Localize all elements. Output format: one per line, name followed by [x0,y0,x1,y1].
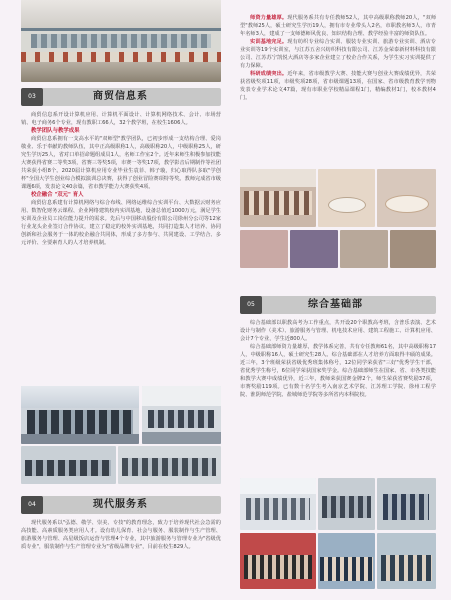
section-header-03 [21,88,221,106]
hotel-service-photo [377,169,436,227]
subheading: 教学团队与教学成果 [31,128,80,134]
lab-room-photo [142,386,221,444]
section-number: 05 [247,301,255,308]
faculty-paragraph: 师资力量雄厚。现代服务系共有专任教师52人，其中高级职称教师20人，"双师型"教师25人，硕士研究生学历19人，拥有市专业带头人2名，市职教名师3人，市青年名师3人，建成了一支师德师风优良、知识结构合理、教学经验丰富的师资队伍。 [240,15,436,37]
students-photo [377,533,436,589]
section-header-05 [240,296,436,314]
exhibition-photo [240,478,316,530]
fashion-show-photo [390,230,436,268]
uniform-photo [340,230,388,268]
foundation-intro-paragraph: 综合基础部以职教高考为工作重点，共开设20个职教高考班，含普乐表演、艺术设计与制作（美术）、旅游服务与管理、机电技术应用、建筑工程施工、计算机应用、会计7个专业，学生近800人。 [240,320,436,342]
classroom-photo [118,446,221,484]
workshop-photo [21,0,221,82]
modern-service-paragraph: 现代服务系以"弘德、敬学、崇美、专技"的教育理念，致力于培养现代社会急需的高技能、高素质服务类应用人才。设有幼儿保育、社会与服务、服装制作与生产管理、旅游服务与管理、高星级饭店运营与管理4个专业，其中旅游服务与管理专业为"省级优质专业"，服装制作与生产管理专业为"省级品牌专业"，目前在校生829人。 [21,520,221,550]
foundation-faculty-paragraph: 综合基础部师资力量雄厚，教学体系完善，共有专任教师61名，其中高级职称17人，中级职称16人，硕士研究生28人。综合基础部在人才培养方面取得丰硕的成果。近三年，3个班级荣获省级优秀班集体称号，12位同学荣获省"三好"优秀学生干部，省优秀学生称号，6位同学荣获国家奖学金。综合基础部师生在国家、省、市各类技能和教学大赛中成绩优异，近三年，教师荣获国赛金牌2个，师生荣获省赛奖励37项，市赛奖励119项。已有数十名学生考入南京艺术学院、江苏理工学院、徐州工程学院、淮阴师范学院、盐城师范学院等多所省内本科院校。 [240,344,436,398]
section-title: 综合基础部 [308,299,363,310]
sewing-class-photo [240,169,316,227]
section-number: 04 [28,501,36,508]
cooperation-paragraph: 商贸信息系建有计算机网络与综合布线、网络运维综合实训平台、大数据云财务应用、数智化财务云课程、企业网络建筑校内实训基地，设备总值近1000万元，满足学生实训及企业员工岗位能力提升的需求。先后与中国移动股份有限公司徐州分公司等12家行业龙头企业签订合作协议，建立了稳定的校外实训基地，共同打造集人才培养、协同创新和社会服务于一体的校企融合共同体，形成了多方参与、共同建设、工学结合、多元评价、全要素育人的人才培养机制。 [21,200,221,246]
section-header-04 [21,496,221,514]
research-paragraph: 科研成绩突出。近年来，省市级教学大赛、技能大赛与创业大赛成绩优异，共荣获省级奖项11项，市级奖项28项，省市级课题13项，在国家、省市级教育教学刊物发表专业学术论文47篇，现有市职业学校精品课程1门，精编教材1门，校本教材4门。 [240,71,436,101]
training-base-paragraph: 实训基地完足。现有纺织专业综合实训、服装专业实训、旅游专业实训、酒店专业实训等19个实训室，与江苏五舍兴纺织科技有限公司、江苏金荣泰新材料科技有限公司、江苏苏宁凯悦大酒店等多家企业建立了校企合作关系，为学生实习实训提供了有力保障。 [240,39,436,69]
award-ceremony-photo [240,533,316,589]
team-paragraph: 商贸信息系拥有一支高水平的"双师型"教学团队，已初步形成一支结构合理、爱岗敬业、乐于奉献的教师队伍，其中正高级职称1人，高级职称20人，中级职称25人，研究生学历25人，省对口单招命题组成员1人，名师工作室2个。近年来师生积极参加技能大赛获得省赛二等奖3项，省赛三等奖5项，市赛一等奖17项，教学影音后期制作等社团共荣获小组8个。2020届计算机应用专业毕业生袁菲、韩子璇，归心取得队多取"学创杯"全国大学生创业综合模拟演训总决赛，获得了创业冒险赛项特等奖。教师完成省市级课题6项，发表论文40余篇，省市教学能力大赛获奖4项。 [21,136,221,190]
section-number: 03 [28,93,36,100]
banquet-hall-photo [318,169,375,227]
performance-photo [290,230,338,268]
group-photo [318,533,375,589]
mechanics-lab-photo [377,478,436,530]
section-title: 现代服务系 [93,499,148,510]
section-title: 商贸信息系 [93,91,148,102]
workshop-class-photo [318,478,375,530]
subheading: 校企融合 "双元" 育人 [31,192,84,198]
training-room-photo [21,446,116,484]
computer-lab-photo [21,386,139,444]
intro-paragraph: 商贸信息系开设计算机应用、计算机平面设计、计算机网络技术、会计、市场营销、电子商务6个专业，现有教职工66人，32个教学班，在校生1606人。 [21,112,221,126]
dance-class-photo [240,230,288,268]
